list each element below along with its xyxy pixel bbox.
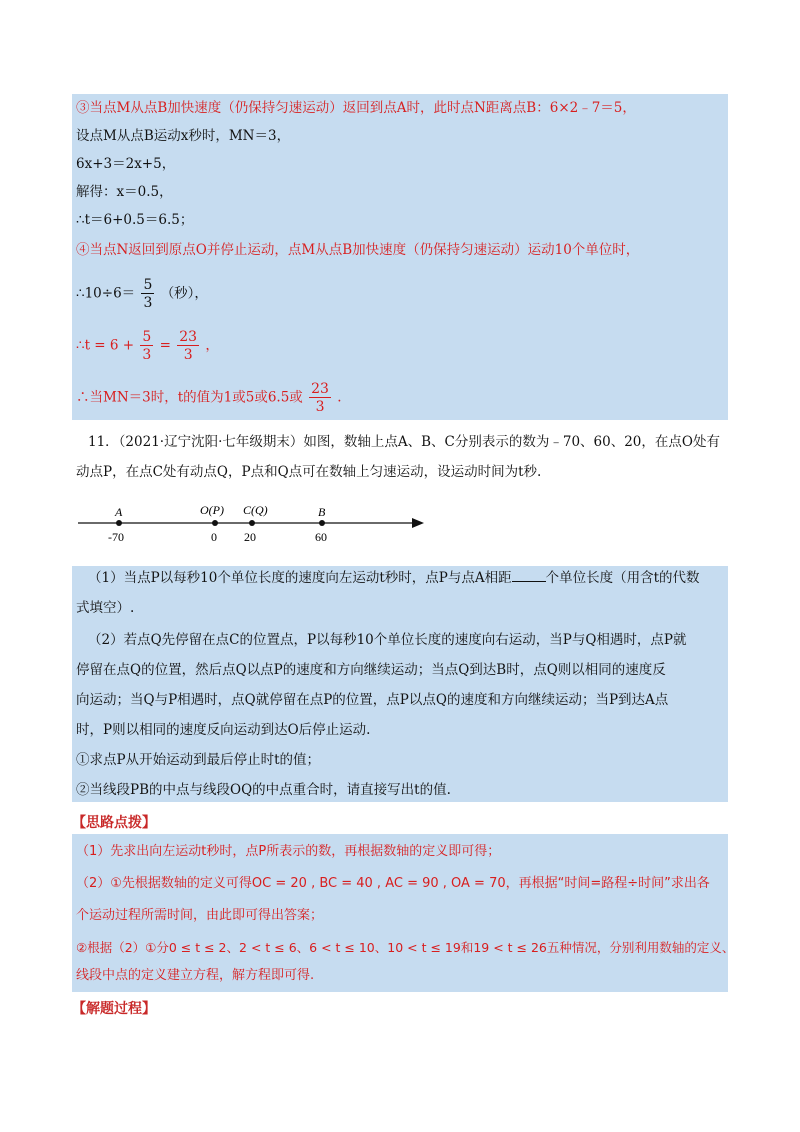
text-line: 6x+3＝2x+5， [76, 156, 176, 172]
label-op: O(P) [200, 503, 224, 517]
tick-o: 0 [211, 530, 217, 544]
point-o [212, 520, 218, 526]
problem-text: 11．（2021·辽宁沈阳·七年级期末）如图，数轴上点A、B、C分别表示的数为﹣70、60、20，在点O处有 [88, 434, 720, 450]
answer-line: ∴当MN＝3时，t的值为1或5或6.5或 $\frac{23}{3}$ . [76, 381, 342, 415]
question-1: （1）当点P以每秒10个单位长度的速度向左运动t秒时，点P与点A相距 个单位长度（用含t的代数 [88, 570, 700, 586]
question-2: （2）若点Q先停留在点C的位置点，P以每秒10个单位长度的速度向右运动，当P与Q相遇时，点P就 [88, 632, 687, 648]
sub-question: ②当线段PB的中点与线段OQ的中点重合时，请直接写出t的值. [76, 782, 451, 798]
hint-text: ②根据（2）①分0 ≤ t ≤ 2、2 < t ≤ 6、6 < t ≤ 10、10 < t ≤ 19和19 < t ≤ 26五种情况，分别利用数轴的定义、 [76, 940, 735, 955]
hint-text: （1）先求出向左运动t秒时，点P所表示的数，再根据数轴的定义即可得； [76, 844, 501, 859]
text-line: 解得：x＝0.5， [76, 184, 173, 200]
sub-question: ①求点P从开始运动到最后停止时t的值； [76, 752, 321, 768]
text-line: 设点M从点B运动x秒时，MN＝3， [76, 128, 291, 144]
question-1: 式填空）. [76, 600, 135, 616]
question-2: 停留在点Q的位置，然后点Q以点P的速度和方向继续运动；当点Q到达B时，点Q则以相同的速度反 [76, 662, 666, 678]
fraction: $\frac{23}{3}$ [311, 381, 329, 415]
text-line: ∴t＝6+0.5＝6.5； [76, 212, 194, 228]
fraction-line: ∴t = 6 + $\frac{5}{3}$ = $\frac{23}{3}$ ， [76, 329, 219, 363]
text-line: ④当点N返回到原点O并停止运动，点M从点B加快速度（仍保持匀速运动）运动10个单位时， [76, 242, 640, 258]
hint-text: 个运动过程所需时间，由此即可得出答案； [76, 908, 324, 923]
hint-text: （2）①先根据数轴的定义可得OC = 20 , BC = 40 , AC = 90 , OA = 70，再根据“时间=路程÷时间”求出各 [76, 876, 710, 891]
point-c [249, 520, 255, 526]
point-b [319, 520, 325, 526]
tick-b: 60 [315, 530, 327, 544]
fraction-line: ∴10÷6＝ $\frac{5}{3}$ （秒）， [76, 277, 208, 311]
label-cq: C(Q) [243, 503, 268, 517]
problem-text: 动点P，在点C处有动点Q，P点和Q点可在数轴上匀速运动，设运动时间为t秒. [76, 464, 542, 480]
text-line: ③当点M从点B加快速度（仍保持匀速运动）返回到点A时，此时点N距离点B：6×2﹣7＝5， [76, 100, 636, 116]
hint-heading: 【思路点拨】 [72, 815, 156, 831]
hint-text: 线段中点的定义建立方程，解方程即可得. [76, 968, 315, 983]
point-a [116, 520, 122, 526]
tick-c: 20 [244, 530, 256, 544]
number-line-figure [72, 499, 428, 546]
label-a: A [115, 505, 123, 519]
tick-a: -70 [108, 530, 124, 544]
question-2: 向运动；当Q与P相遇时，点Q就停留在点P的位置，点P以点Q的速度和方向继续运动；当P到达A点 [76, 692, 669, 708]
answer-blank [512, 569, 546, 582]
label-b: B [318, 505, 326, 519]
solution-heading: 【解题过程】 [72, 1001, 156, 1017]
fraction: $\frac{5}{3}$ [143, 277, 153, 311]
question-2: 时，P则以相同的速度反向运动到达O后停止运动. [76, 722, 371, 738]
fraction: $\frac{23}{3}$ [179, 329, 198, 363]
fraction: $\frac{5}{3}$ [142, 329, 152, 363]
